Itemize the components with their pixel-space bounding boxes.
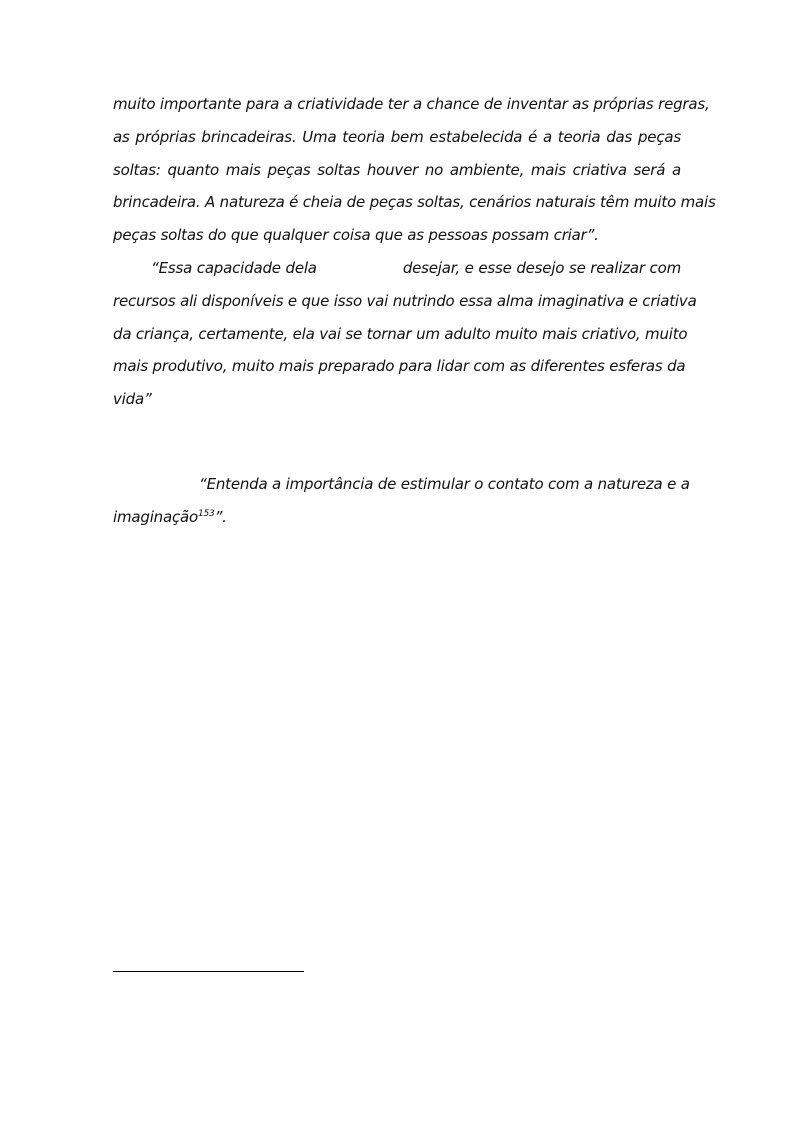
text-line: mais produtivo, muito mais preparado para lidar com as diferentes esferas da — [113, 357, 686, 376]
text-line: brincadeira. A natureza é cheia de peças soltas, cenários naturais têm muito mais — [113, 193, 716, 212]
paragraph-continuation — [113, 88, 716, 252]
text-fragment: imaginação — [113, 507, 198, 526]
text-line: da criança, certamente, ela vai se tornar um adulto muito mais criativo, muito — [113, 324, 688, 343]
text-fragment: desejar, e esse desejo se realizar com — [402, 258, 681, 277]
text-line: muito importante para a criatividade ter a chance de inventar as próprias regras, — [113, 95, 710, 113]
text-line — [113, 252, 681, 285]
footnote-separator — [113, 971, 304, 972]
text-line: as próprias brincadeiras. Uma teoria bem estabelecida é a teoria das peças — [113, 127, 681, 146]
text-fragment: ”. — [214, 507, 227, 526]
text-line: “Entenda a importância de estimular o contato com a natureza e a — [199, 474, 690, 493]
text-line: vida” — [113, 390, 152, 409]
text-line: soltas: quanto mais peças soltas houver no ambiente, mais criativa será a — [113, 160, 681, 179]
text-fragment: “Essa capacidade dela — [151, 258, 317, 277]
paragraph-quote-capacity — [113, 252, 697, 416]
document-body — [113, 88, 716, 534]
text-line: peças soltas do que qualquer coisa que as pessoas possam criar”. — [113, 226, 599, 245]
paragraph-quote-importance — [113, 468, 690, 534]
footnote-reference[interactable]: 153 — [197, 508, 215, 519]
text-line: recursos ali disponíveis e que isso vai nutrindo essa alma imaginativa e criativa — [113, 291, 697, 310]
text-line — [113, 501, 681, 534]
